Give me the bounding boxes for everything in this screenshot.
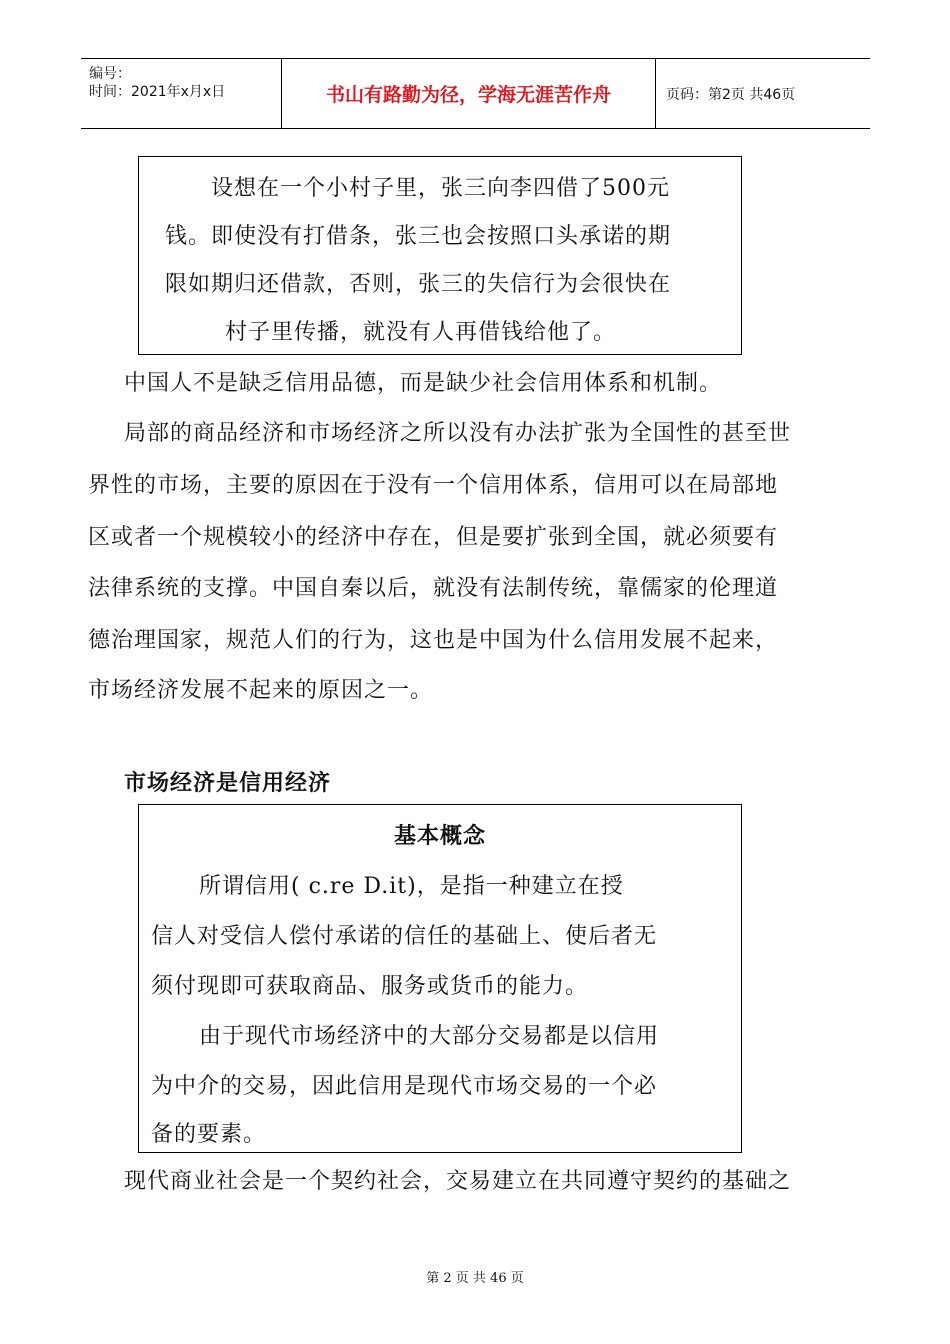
section-title: 市场经济是信用经济	[124, 771, 332, 796]
number-label: 编号：	[89, 66, 131, 82]
paragraph-line: 区或者一个规模较小的经济中存在，但是要扩张到全国，就必须要有	[88, 525, 779, 550]
page-footer: 第 2 页 共 46 页	[426, 1271, 524, 1286]
concept-line: 备的要素。	[151, 1122, 267, 1147]
story-line: 限如期归还借款，否则，张三的失信行为会很快在	[165, 272, 672, 297]
story-box	[138, 156, 742, 355]
header-meta	[81, 59, 281, 128]
concept-box	[138, 804, 742, 1153]
paragraph: 中国人不是缺乏信用品德，而是缺少社会信用体系和机制。	[124, 371, 723, 396]
document-header	[81, 58, 870, 129]
paragraph-line: 德治理国家，规范人们的行为，这也是中国为什么信用发展不起来，	[88, 628, 779, 653]
paragraph-line: 法律系统的支撑。中国自秦以后，就没有法制传统，靠儒家的伦理道	[88, 576, 779, 601]
concept-line: 须付现即可获取商品、服务或货币的能力。	[151, 974, 589, 999]
story-line: 设想在一个小村子里，张三向李四借了500元	[211, 176, 670, 201]
header-motto: 书山有路勤为径，学海无涯苦作舟	[325, 84, 611, 106]
concept-line: 由于现代市场经济中的大部分交易都是以信用	[199, 1024, 660, 1049]
paragraph-line: 市场经济发展不起来的原因之一。	[88, 678, 434, 703]
header-page-info: 页码：第2页 共46页	[666, 86, 796, 103]
paragraph-line: 界性的市场，主要的原因在于没有一个信用体系，信用可以在局部地	[88, 473, 779, 498]
concept-line: 为中介的交易，因此信用是现代市场交易的一个必	[151, 1074, 658, 1099]
paragraph-line: 现代商业社会是一个契约社会，交易建立在共同遵守契约的基础之	[124, 1169, 792, 1194]
concept-line: 所谓信用( c.re D.it)，是指一种建立在授	[199, 874, 624, 899]
story-line: 村子里传播，就没有人再借钱给他了。	[225, 320, 617, 345]
story-line: 钱。即使没有打借条，张三也会按照口头承诺的期	[165, 224, 672, 249]
time-label: 时间：2021年x月x日	[89, 84, 226, 100]
paragraph-line: 局部的商品经济和市场经济之所以没有办法扩张为全国性的甚至世	[124, 421, 792, 446]
concept-title: 基本概念	[393, 824, 486, 849]
concept-line: 信人对受信人偿付承诺的信任的基础上、使后者无	[151, 924, 658, 949]
